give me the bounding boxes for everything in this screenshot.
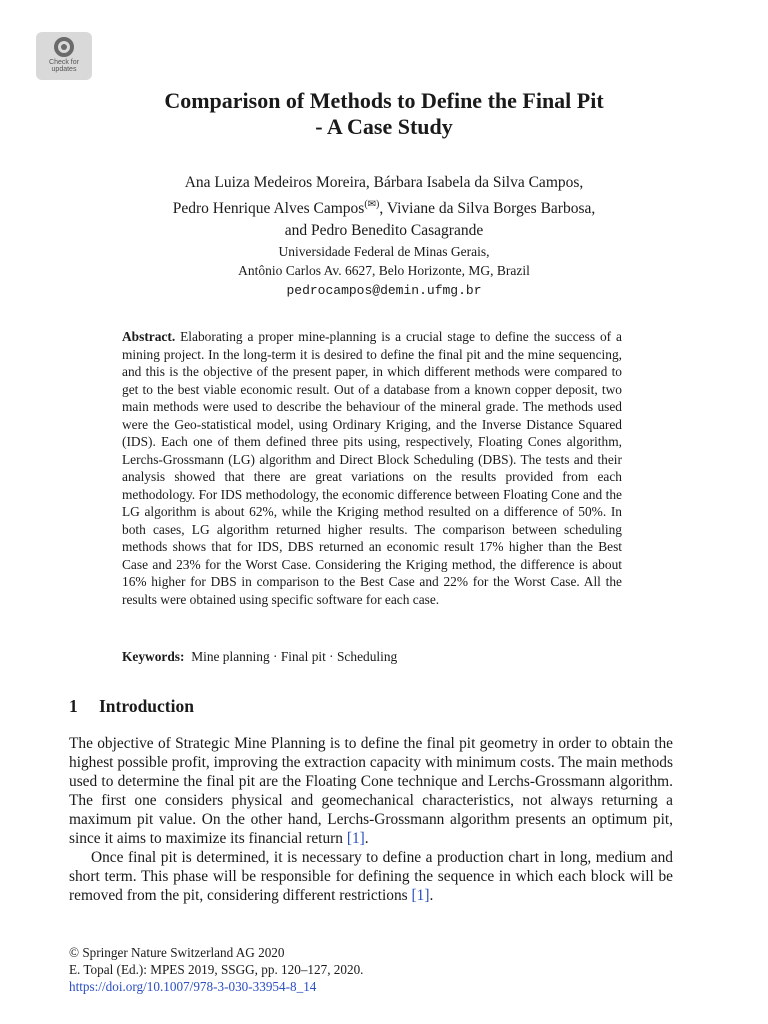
keywords-text: Mine planning · Final pit · Scheduling <box>191 649 398 664</box>
authors-line-3: and Pedro Benedito Casagrande <box>284 222 484 240</box>
section-heading <box>69 694 194 718</box>
keywords-label: Keywords: <box>122 649 185 664</box>
badge-line-1: Check for <box>49 59 79 66</box>
footer <box>69 944 689 995</box>
paragraph-2-text: Once final pit is determined, it is necessary to define a production chart in long, medium and short term. This phase will be responsible for defining the sequence in which each block will be removed from the pit, considering different restrictions <box>69 849 673 904</box>
citation-link[interactable]: [1] <box>411 887 430 904</box>
badge-line-2: updates <box>51 66 77 73</box>
check-for-updates-icon <box>54 37 74 57</box>
affiliation <box>60 242 708 300</box>
title-line-2: - A Case Study <box>315 114 453 139</box>
paragraph-2 <box>69 848 673 905</box>
doi-link[interactable]: https://doi.org/10.1007/978-3-030-33954-8_14 <box>69 979 317 994</box>
author-list <box>60 172 708 242</box>
copyright-line: © Springer Nature Switzerland AG 2020 <box>69 945 285 960</box>
authors-line-2b: , Viviane da Silva Borges Barbosa, <box>379 200 596 218</box>
section-title: Introduction <box>99 696 194 716</box>
affiliation-line-1: Universidade Federal de Minas Gerais, <box>278 244 490 259</box>
abstract <box>122 328 622 608</box>
author-email[interactable]: pedrocampos@demin.ufmg.br <box>286 283 482 298</box>
authors-line-2a: Pedro Henrique Alves Campos <box>172 200 365 218</box>
paragraph-1 <box>69 734 673 848</box>
check-for-updates-badge[interactable] <box>36 32 92 80</box>
keywords <box>122 648 622 666</box>
authors-line-1: Ana Luiza Medeiros Moreira, Bárbara Isabela da Silva Campos, <box>184 174 584 191</box>
corresponding-author-envelope-icon[interactable]: (✉) <box>364 199 380 210</box>
section-number: 1 <box>69 696 78 716</box>
paragraph-1-text: The objective of Strategic Mine Planning is to define the final pit geometry in order to obtain the highest possible profit, improving the extraction capacity with minimum costs. The main methods used to determine the final pit are the Floating Cone technique and Lerchs-Grossmann algorithm. The first one considers physical and geomechanical characteristics, not always returning a maximum pit value. On the other hand, Lerchs-Grossmann algorithm presents an optimum pit, since it aims to maximize its financial return <box>69 735 673 847</box>
abstract-text: Elaborating a proper mine-planning is a crucial stage to define the success of a mining project. In the long-term it is desired to define the final pit and the mine sequencing, and this is the objective of the present paper, in which different methods were compared to get to the best viable economic result. Out of a database from a known copper deposit, two main methods were used to describe the behaviour of the mineral grade. The methods used were the Geo-statistical model, using Ordinary Kriging, and the Inverse Distance Squared (IDS). Each one of them defined three pits using, respectively, Floating Cones algorithm, Lerchs-Grossmann (LG) algorithm and Direct Block Scheduling (DBS). The tests and their analysis showed that there are great variations on the results provided from each methodology. For IDS methodology, the economic difference between Floating Cone and the LG algorithm is about 62%, while the Kriging method resulted on a difference of 50%. In both cases, LG algorithm returned higher results. The comparison between scheduling methods shows that for IDS, DBS returned an economic result 17% higher than the Best Case and 23% for the Worst Case. Considering the Kriging method, the difference is about 16% higher for DBS in comparison to the Best Case and 22% for the Worst Case. All the results were obtained using specific software for each case. <box>122 329 622 607</box>
paragraph-1-end: . <box>364 830 369 847</box>
paragraph-2-end: . <box>429 887 434 904</box>
abstract-label: Abstract. <box>122 329 176 344</box>
citation-line: E. Topal (Ed.): MPES 2019, SSGG, pp. 120–127, 2020. <box>69 962 364 977</box>
body-text <box>69 734 673 905</box>
badge-label <box>49 59 79 73</box>
title-line-1: Comparison of Methods to Define the Final Pit <box>164 88 604 113</box>
paper-title <box>60 88 708 140</box>
affiliation-line-2: Antônio Carlos Av. 6627, Belo Horizonte, MG, Brazil <box>238 263 530 278</box>
citation-link[interactable]: [1] <box>346 830 365 847</box>
